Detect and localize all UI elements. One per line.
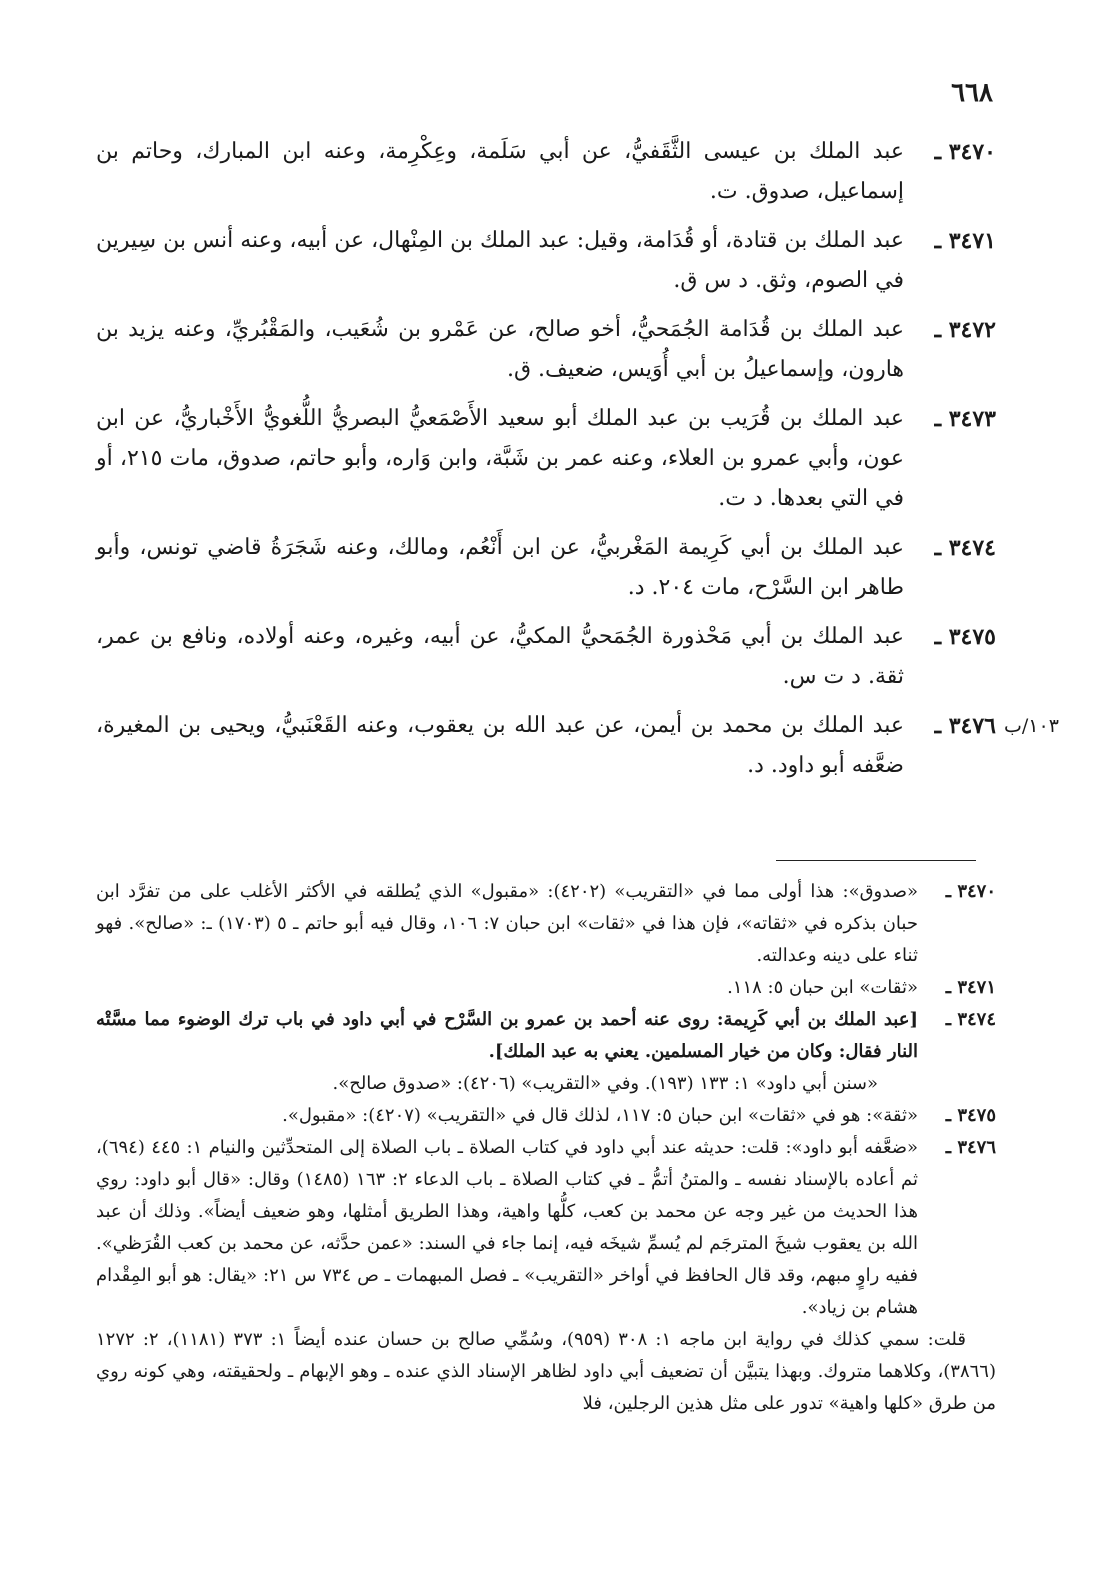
manuscript-folio-marker: ١٠٣/ب xyxy=(1004,715,1059,737)
main-text xyxy=(96,132,1059,795)
entry-text: عبد الملك بن قتادة، أو قُدَامة، وقيل: عبد الملك بن المِنْهال، عن أبيه، وعنه أنس بن سِيرين في الصوم، وثق. د س ق. xyxy=(96,228,904,293)
footnote-divider xyxy=(776,860,976,861)
page-number: ٦٦٨ xyxy=(951,78,993,108)
entry-number: ٣٤٧٢ ـ xyxy=(934,317,996,343)
footnote xyxy=(96,1100,996,1132)
entry xyxy=(96,528,996,608)
entry-number: ٣٤٧٤ ـ xyxy=(934,535,996,561)
footnote-reference: «سنن أبي داود» ١: ١٣٣ (١٩٣). وفي «التقريب» (٤٢٠٦): «صدوق صالح». xyxy=(332,1073,878,1094)
entry xyxy=(96,221,996,301)
entry xyxy=(96,617,996,697)
footnotes xyxy=(96,876,996,1420)
footnote-number: ٣٤٧٥ ـ xyxy=(945,1105,996,1126)
entry-text: عبد الملك بن أبي كَرِيمة المَغْربيُّ، عن ابن أَنْعُم، ومالك، وعنه شَجَرَةُ قاضي تونس، وأبو طاهر ابن السَّرْح، مات ٢٠٤. د. xyxy=(96,535,904,600)
footnote-text: «ثقات» ابن حبان ٥: ١١٨. xyxy=(727,977,918,998)
entry-number: ٣٤٧٣ ـ xyxy=(934,406,996,432)
entry-text: عبد الملك بن أبي مَحْذورة الجُمَحيُّ المكيُّ، عن أبيه، وغيره، وعنه أولاده، ونافع بن عمر، ثقة. د ت س. xyxy=(96,624,904,689)
footnote-number: ٣٤٧١ ـ xyxy=(945,977,996,998)
entry-number: ٣٤٧٦ ـ xyxy=(934,713,996,739)
footnote-continuation: قلت: سمي كذلك في رواية ابن ماجه ١: ٣٠٨ (٩٥٩)، وسُمِّي صالح بن حسان عنده أيضاً ١: ٣٧٣ (١١٨١)، ٢: ١٢٧٢ (٣٨٦٦)، وكلاهما متروك. وبهذا يتبيَّن أن تضعيف أبي داود لظاهر الإسناد الذي عنده ـ وهو الإبهام ـ ولحقيقته، وهي كونه روي من طرق «كلها واهية» تدور على مثل هذين الرجلين، فلا xyxy=(96,1329,996,1414)
footnote-text: «ثقة»: هو في «ثقات» ابن حبان ٥: ١١٧، لذلك قال في «التقريب» (٤٢٠٧): «مقبول». xyxy=(282,1105,918,1126)
footnote xyxy=(96,1004,996,1100)
entry xyxy=(96,399,996,519)
entry xyxy=(96,132,996,212)
footnote-number: ٣٤٧٠ ـ xyxy=(945,881,996,902)
footnote-number: ٣٤٧٤ ـ xyxy=(945,1009,996,1030)
entry-text: عبد الملك بن محمد بن أيمن، عن عبد الله بن يعقوب، وعنه القَعْنَبيُّ، ويحيى بن المغيرة، ضعَّفه أبو داود. د. xyxy=(96,713,904,778)
entry xyxy=(96,706,1059,786)
entry-text: عبد الملك بن عيسى الثَّقَفيُّ، عن أبي سَلَمة، وعِكْرِمة، وعنه ابن المبارك، وحاتم بن إسماعيل، صدوق. ت. xyxy=(96,139,904,204)
footnote-number: ٣٤٧٦ ـ xyxy=(945,1137,996,1158)
entry-number: ٣٤٧٠ ـ xyxy=(934,139,996,165)
entry xyxy=(96,310,996,390)
entry-text: عبد الملك بن قُدَامة الجُمَحيُّ، أخو صالح، عن عَمْرو بن شُعَيب، والمَقْبُريِّ، وعنه يزيد بن هارون، وإسماعيلُ بن أبي أُوَيس، ضعيف. ق. xyxy=(96,317,904,382)
footnote-bold-text: [عبد الملك بن أبي كَرِيمة: روى عنه أحمد بن عمرو بن السَّرْح في أبي داود في باب ترك الوضوء مما مسَّتْه النار فقال: وكان من خيار المسلمين. يعني به عبد الملك]. xyxy=(96,1009,918,1062)
footnote xyxy=(96,876,996,972)
footnote xyxy=(96,972,996,1004)
entry-text: عبد الملك بن قُرَيب بن عبد الملك أبو سعيد الأَصْمَعيُّ البصريُّ اللُّغويُّ الأَخْباريُّ، عن ابن عون، وأبي عمرو بن العلاء، وعنه عمر بن شَبَّة، وابن وَاره، وأبو حاتم، صدوق، مات ٢١٥، أو في التي بعدها. د ت. xyxy=(96,406,904,511)
footnote-text: «صدوق»: هذا أولى مما في «التقريب» (٤٢٠٢): «مقبول» الذي يُطلقه في الأكثر الأغلب على من تفرَّد ابن حبان بذكره في «ثقاته»، فإن هذا في «ثقات» ابن حبان ٧: ١٠٦، وقال فيه أبو حاتم ـ ٥ (١٧٠٣) ـ: «صالح». فهو ثناء على دينه وعدالته. xyxy=(96,881,918,966)
footnote xyxy=(96,1132,996,1324)
entry-number: ٣٤٧٥ ـ xyxy=(934,624,996,650)
footnote-text: «ضعَّفه أبو داود»: قلت: حديثه عند أبي داود في كتاب الصلاة ـ باب الصلاة إلى المتحدِّثين والنيام ١: ٤٤٥ (٦٩٤)، ثم أعاده بالإسناد نفسه ـ والمتنُ أتمُّ ـ في كتاب الصلاة ـ باب الدعاء ٢: ١٦٣ (١٤٨٥) وقال: «قال أبو داود: روي هذا الحديث من غير وجه عن محمد بن كعب، كلُّها واهية، وهذا الطريق أمثلها، وهو ضعيف أيضاً». وذلك أن عبد الله بن يعقوب شيخَ المترجَم لم يُسمِّ شيخَه فيه، إنما جاء في السند: «عمن حدَّثه، عن محمد بن كعب القُرَظي». ففيه راوٍ مبهم، وقد قال الحافظ في أواخر «التقريب» ـ فصل المبهمات ـ ص ٧٣٤ س ٢١: «يقال: هو أبو المِقْدام هشام بن زياد». xyxy=(96,1137,918,1318)
entry-number: ٣٤٧١ ـ xyxy=(934,228,996,254)
